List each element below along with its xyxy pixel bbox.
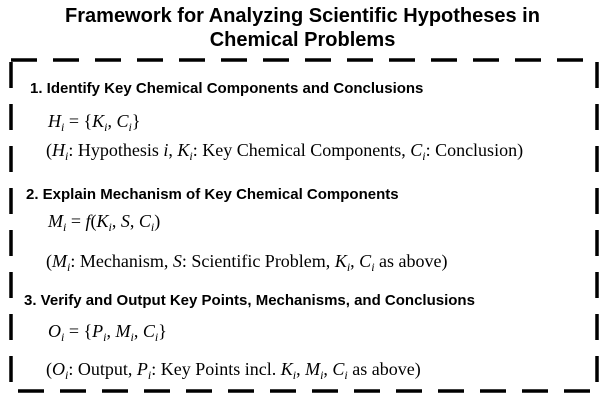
math-token: i (128, 120, 132, 134)
math-token: i (147, 368, 152, 382)
math-token: M (115, 321, 131, 341)
math-token: , (111, 211, 121, 231)
math-token: i (104, 120, 108, 134)
math-token: C (142, 321, 155, 341)
math-token: M (305, 359, 321, 379)
math-token: C (138, 211, 151, 231)
math-token: i (320, 368, 324, 382)
math-token: } (131, 111, 141, 131)
math-token: : Mechanism, (70, 251, 173, 271)
step-3-legend (46, 358, 421, 386)
math-token: i (63, 220, 67, 234)
math-token: C (410, 140, 423, 160)
math-token: = { (64, 321, 93, 341)
math-token: : Scientific Problem, (181, 251, 335, 271)
math-token: i (189, 149, 193, 163)
math-token: = { (64, 111, 93, 131)
math-token: M (48, 211, 63, 231)
math-token: i (346, 260, 351, 274)
math-token: , (168, 140, 178, 160)
math-token: H (48, 111, 61, 131)
math-token: i (292, 368, 297, 382)
math-token: = (66, 211, 86, 231)
math-token: as above) (347, 359, 421, 379)
math-token: i (150, 220, 155, 234)
step-1-formula (48, 110, 141, 138)
math-token: i (65, 149, 69, 163)
math-token: ) (154, 211, 161, 231)
math-token: : Key Chemical Components, (192, 140, 411, 160)
math-token: f (85, 211, 91, 231)
title-line-2: Chemical Problems (209, 29, 396, 51)
math-token: : Output, (68, 359, 137, 379)
step-1-legend (46, 139, 523, 167)
math-token: , (129, 211, 139, 231)
math-token: ( (90, 211, 97, 231)
math-token: i (61, 120, 65, 134)
math-token: K (96, 211, 109, 231)
math-token: i (103, 330, 107, 344)
math-token: , (296, 359, 306, 379)
math-token: K (334, 251, 347, 271)
math-token: i (163, 140, 169, 160)
step-3-heading: 3. Verify and Output Key Points, Mechanisms, and Conclusions (24, 292, 475, 309)
math-token: , (133, 321, 143, 341)
math-token: ( (46, 140, 52, 160)
math-token: i (61, 330, 65, 344)
step-1-heading: 1. Identify Key Chemical Components and Conclusions (30, 80, 424, 97)
step-2-formula (48, 210, 160, 238)
math-token: , (350, 251, 360, 271)
step-3-formula (48, 320, 167, 348)
math-token: i (130, 330, 134, 344)
math-token: K (280, 359, 293, 379)
math-token: H (52, 140, 65, 160)
math-token: O (48, 321, 61, 341)
math-token: : Hypothesis (68, 140, 164, 160)
math-token: : Key Points incl. (151, 359, 281, 379)
math-token: , (323, 359, 333, 379)
math-token: S (172, 251, 182, 271)
math-token: i (371, 260, 375, 274)
math-token: C (116, 111, 129, 131)
math-token: K (92, 111, 105, 131)
step-2-legend (46, 250, 448, 278)
math-token: C (332, 359, 345, 379)
math-token: P (92, 321, 104, 341)
math-token: M (52, 251, 67, 271)
math-token: ( (46, 251, 52, 271)
math-token: C (359, 251, 372, 271)
math-token: O (52, 359, 65, 379)
math-token: i (65, 368, 69, 382)
math-token: : Conclusion) (425, 140, 524, 160)
math-token: K (177, 140, 190, 160)
math-token: , (107, 111, 117, 131)
math-token: i (422, 149, 426, 163)
math-token: P (136, 359, 148, 379)
title-line-1: Framework for Analyzing Scientific Hypotheses in (65, 5, 540, 27)
math-token: ( (46, 359, 52, 379)
math-token: i (67, 260, 71, 274)
math-token: as above) (374, 251, 448, 271)
math-token: i (344, 368, 348, 382)
math-token: i (154, 330, 159, 344)
math-token: , (106, 321, 116, 341)
step-2-heading: 2. Explain Mechanism of Key Chemical Components (26, 186, 399, 203)
math-token: S (120, 211, 130, 231)
math-token: } (158, 321, 167, 341)
math-token: i (108, 220, 112, 234)
